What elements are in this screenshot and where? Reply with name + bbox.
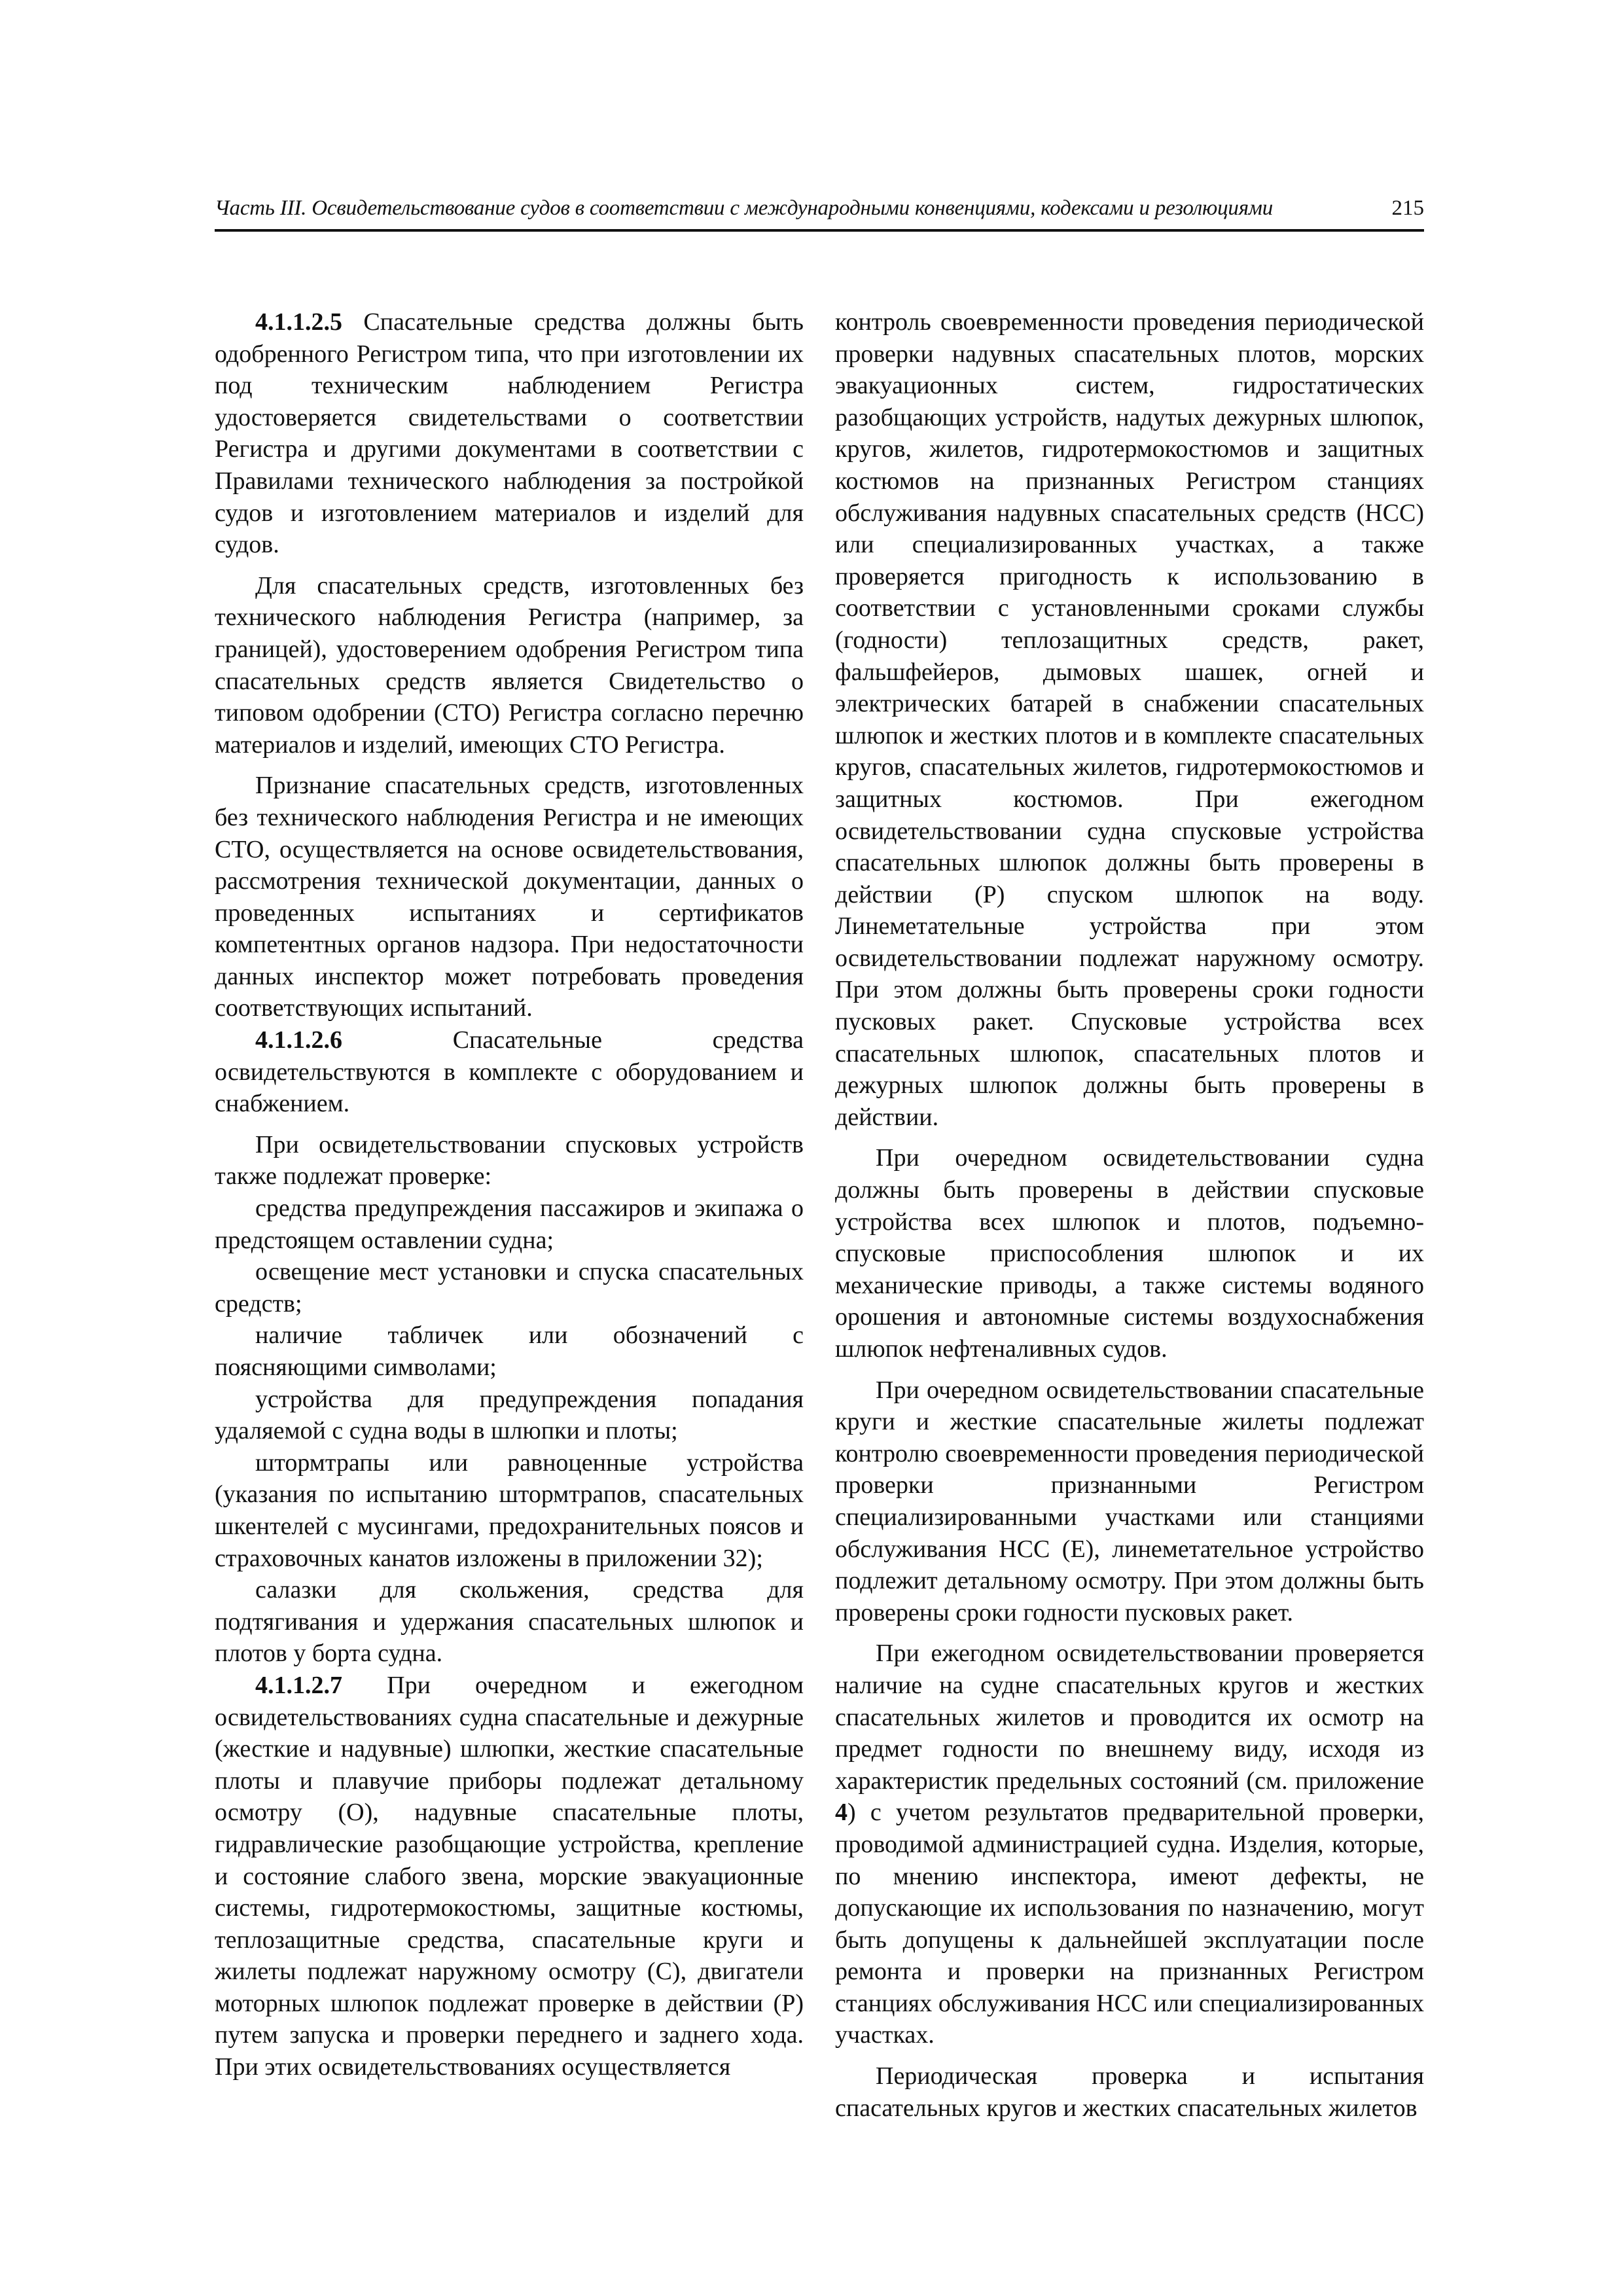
section-number: 4.1.1.2.5: [255, 308, 342, 336]
appendix-number: 4: [835, 1799, 847, 1827]
paragraph-text: ) с учетом результатов предварительной проверки, проводимой администрацией судна. Изделия, которые, по мнению инспектора, имеют дефекты, не допускающие их использования по назначению, могут быть допущены к дальнейшей эксплуатации после ремонта и проверки на признанных Регистром станциях обслуживания НСС или специализированных участках.: [835, 1799, 1424, 2049]
paragraph-continued: контроль своевременности проведения периодической проверки надувных спасательных плотов, морских эвакуационных систем, гидростатических разобщающих устройств, надутых дежурных шлюпок, кругов, жилетов, гидротермокостюмов и защитных костюмов на признанных Регистром станциях обслуживания надувных спасательных средств (НСС) или специализированных участках, а также проверяется пригодность к использованию в соответствии с установленными сроками службы (годности) теплозащитных средств, ракет, фальшфейеров, дымовых шашек, огней и электрических батарей в снабжении спасательных шлюпок и жестких плотов и в комплекте спасательных кругов, спасательных жилетов, гидротермокостюмов и защитных костюмов. При ежегодном освидетельствовании судна спусковые устройства спасательных шлюпок должны быть проверены в действии (Р) спуском шлюпок на воду. Линеметательные устройства при этом освидетельствовании подлежат наружному осмотру. При этом должны быть проверены сроки годности пусковых ракет. Спусковые устройства всех спасательных шлюпок, спасательных плотов и дежурных шлюпок должны быть проверены в действии.: [835, 308, 1424, 1131]
paragraph-text: При ежегодном освидетельствовании проверяется наличие на судне спасательных кругов и жестких спасательных жилетов и проводится их осмотр на предмет годности по внешнему виду, исходя из характеристик предельных состояний (см. приложение: [835, 1640, 1424, 1795]
paragraph: При очередном освидетельствовании спасательные круги и жесткие спасательные жилеты подлежат контролю своевременности проведения периодической проверки признанными Регистром специализированными участками или станциями обслуживания НСС (Е), линеметательное устройство подлежит детальному осмотру. При этом должны быть проверены сроки годности пусковых ракет.: [835, 1376, 1424, 1626]
list-item: салазки для скольжения, средства для подтягивания и удержания спасательных шлюпок и плотов у борта судна.: [215, 1576, 804, 1668]
header-title: Часть III. Освидетельствование судов в соответствии с международными конвенциями, кодексами и резолюциями: [215, 196, 1273, 220]
section-number: 4.1.1.2.6: [255, 1026, 342, 1054]
list-item: штормтрапы или равноценные устройства (указания по испытанию штормтрапов, спасательных шкентелей с мусингами, предохранительных поясов и страховочных канатов изложены в приложении 32);: [215, 1448, 804, 1572]
section-number: 4.1.1.2.7: [255, 1671, 342, 1699]
paragraph: При освидетельствовании спусковых устройств также подлежат проверке:: [215, 1130, 804, 1191]
paragraph-text: Спасательные средства освидетельствуются в комплекте с оборудованием и снабжением.: [215, 1026, 804, 1118]
paragraph: [835, 1638, 1424, 2051]
paragraph: Для спасательных средств, изготовленных без технического наблюдения Регистра (например, за границей), удостоверением одобрения Регистром типа спасательных средств является Свидетельство о типовом одобрении (СТО) Регистра согласно перечню материалов и изделий, имеющих СТО Регистра.: [215, 571, 804, 759]
paragraph-text: При очередном и ежегодном освидетельствованиях судна спасательные и дежурные (жесткие и надувные) шлюпки, жесткие спасательные плоты и плавучие приборы подлежат детальному осмотру (О), надувные спасательные плоты, гидравлические разобщающие устройства, крепление и состояние слабого звена, морские эвакуационные системы, гидротермокостюмы, защитные костюмы, теплозащитные средства, спасательные круги и жилеты подлежат наружному осмотру (С), двигатели моторных шлюпок подлежат проверке в действии (Р) путем запуска и проверки переднего и заднего хода. При этих освидетельствованиях осуществляется: [215, 1671, 804, 2081]
list-item: освещение мест установки и спуска спасательных средств;: [215, 1258, 804, 1318]
page-number: 215: [1391, 196, 1424, 220]
header-rule: [215, 229, 1424, 232]
paragraph-text: Спасательные средства должны быть одобренного Регистром типа, что при изготовлении их под техническим наблюдением Регистра удостоверяется свидетельствами о соответствии Регистра и другими документами в соответствии с Правилами технического наблюдения за постройкой судов и изготовлением материалов и изделий для судов.: [215, 308, 804, 559]
running-header: [215, 194, 1424, 223]
paragraph-4-1-1-2-6: [215, 1024, 804, 1120]
paragraph: При очередном освидетельствовании судна должны быть проверены в действии спусковые устройства всех шлюпок и плотов, подъемно-спусковые приспособления шлюпок и их механические приводы, а также системы водяного орошения и автономные системы воздухоснабжения шлюпок нефтеналивных судов.: [835, 1144, 1424, 1363]
paragraph: Периодическая проверка и испытания спасательных кругов и жестких спасательных жилетов: [835, 2062, 1424, 2122]
right-column: [835, 306, 1424, 2124]
left-column: [215, 306, 804, 2083]
paragraph-4-1-1-2-5: [215, 306, 804, 561]
paragraph: Признание спасательных средств, изготовленных без технического наблюдения Регистра и не имеющих СТО, осуществляется на основе освидетельствования, рассмотрения технической документации, данных о проведенных испытаниях и сертификатов компетентных органов надзора. При недостаточности данных инспектор может потребовать проведения соответствующих испытаний.: [215, 772, 804, 1022]
list-item: наличие табличек или обозначений с поясняющими символами;: [215, 1321, 804, 1381]
list-item: устройства для предупреждения попадания удаляемой с судна воды в шлюпки и плоты;: [215, 1385, 804, 1445]
paragraph-4-1-1-2-7: [215, 1670, 804, 2083]
list-item: средства предупреждения пассажиров и экипажа о предстоящем оставлении судна;: [215, 1194, 804, 1254]
